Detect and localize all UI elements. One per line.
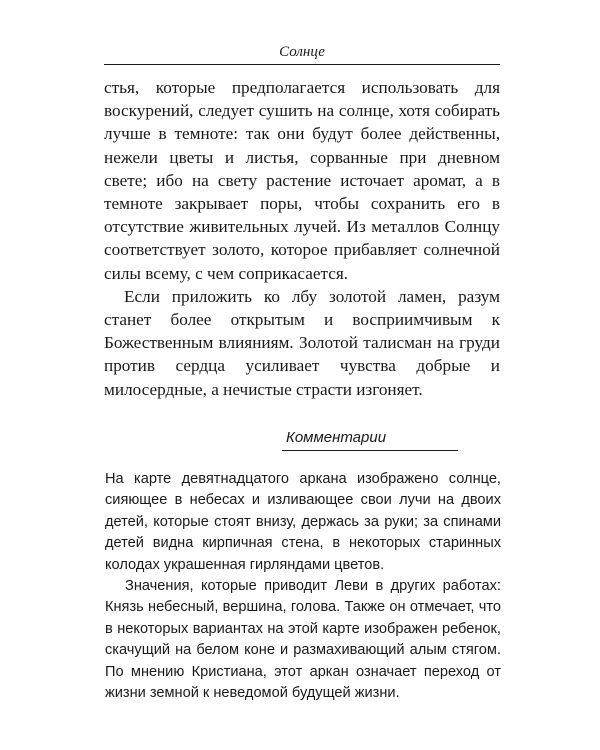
- commentary-paragraph: На карте девятнадцатого аркана изображено солнце, сияющее в небесах и изливающее свои лучи на двоих детей, которые стоят внизу, держась за руки; за спинами детей видна кирпичная стена, в некоторых старинных колодах украшенная гирляндами цветов.: [105, 471, 501, 573]
- commentary-text: [105, 469, 501, 704]
- body-paragraph: стья, которые предполагается использовать для воскурений, следует сушить на солнце, хотя собирать лучше в темноте: так они будут более действенны, нежели цветы и листья, сорванные при дневном свете; ибо на свету растение источает аромат, а в темноте закрывает поры, чтобы сохранить его в отсутствие живительных лучей. Из металлов Солнцу соответствует золото, которое прибавляет солнечной силы всему, с чем соприкасается.: [104, 78, 500, 283]
- running-header: [104, 42, 500, 65]
- section-heading: [282, 428, 458, 451]
- page-header-title: Солнце: [279, 44, 325, 60]
- section-heading-label: Комментарии: [286, 429, 387, 446]
- commentary-paragraph: Значения, которые приводит Леви в других работах: Князь небесный, вершина, голова. Также он отмечает, что в некоторых вариантах на этой карте изображен ребенок, скачущий на белом коне и размахивающий алым стягом. По мнению Кристиана, этот аркан означает переход от жизни земной к неведомой будущей жизни.: [105, 578, 501, 702]
- body-paragraph: Если приложить ко лбу золотой ламен, разум станет более открытым и восприимчивым к Божественным влияниям. Золотой талисман на груди против сердца усиливает чувства добрые и милосердные, а нечистые страсти изгоняет.: [104, 286, 500, 399]
- main-text: [104, 76, 500, 401]
